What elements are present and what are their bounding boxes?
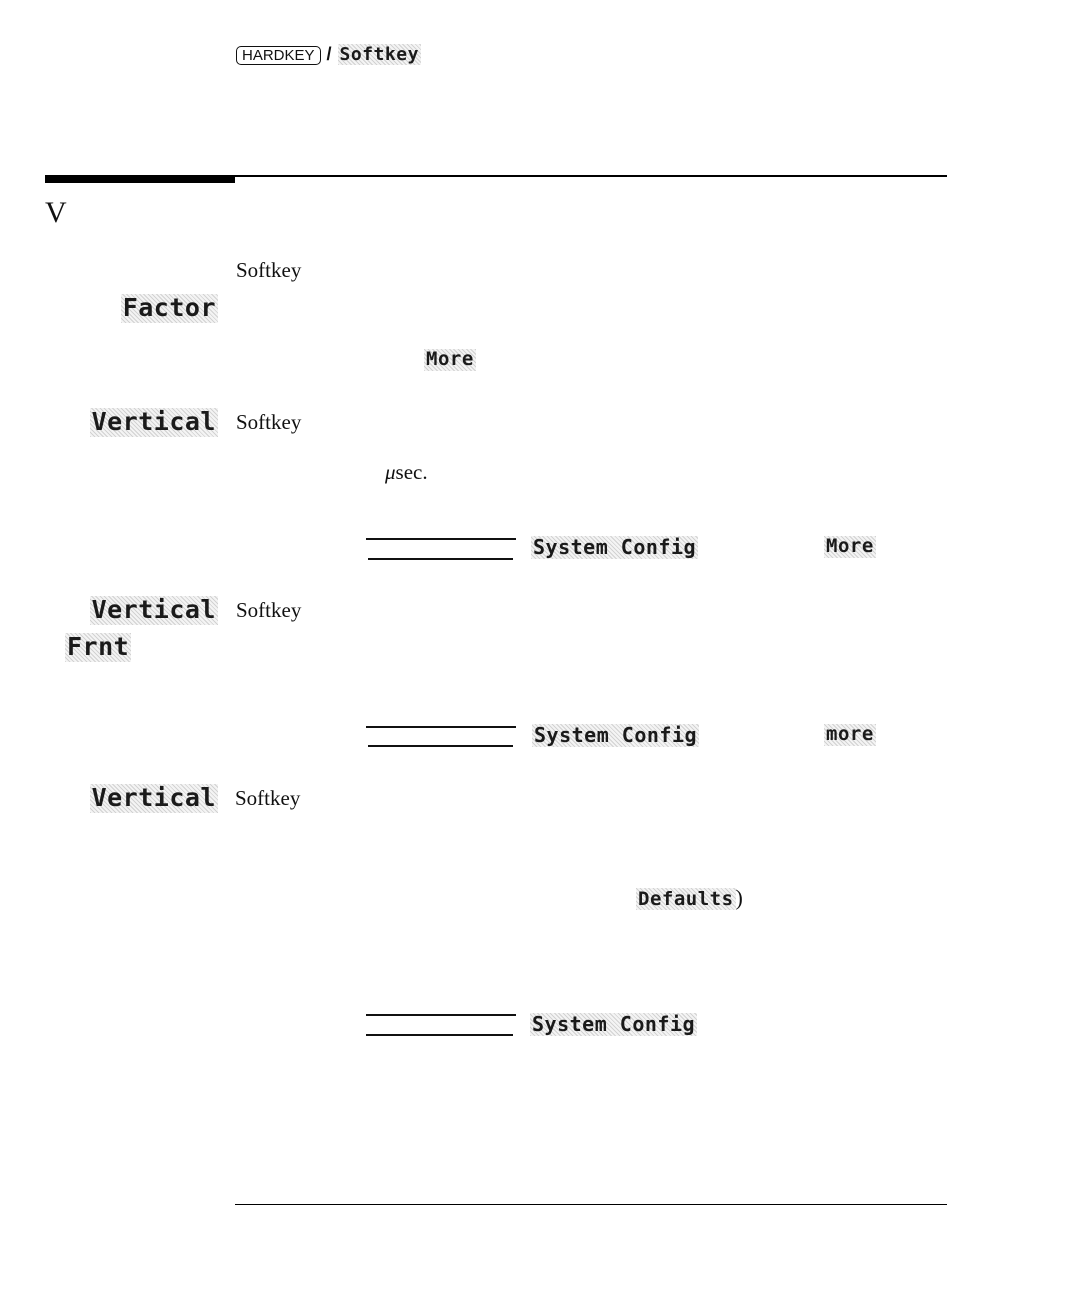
entry-type-label: Softkey — [235, 786, 301, 810]
hardkey-blank-upper — [366, 538, 516, 540]
entry-type-label: Softkey — [236, 258, 302, 282]
hardkey-blank-upper — [366, 1014, 516, 1016]
softkey-system-config: System Config — [533, 535, 697, 559]
softkey-vertical: Vertical — [91, 595, 216, 624]
softkey-more: More — [426, 348, 474, 370]
defaults-reference — [636, 885, 743, 911]
softkey-more: More — [826, 535, 874, 557]
key-legend — [236, 44, 421, 66]
hardkey-sample: HARDKEY — [236, 46, 321, 65]
legend-separator: / — [326, 44, 332, 64]
softkey-system-config: System Config — [534, 723, 698, 747]
unit-text: sec. — [395, 460, 428, 484]
softkey-factor: Factor — [122, 293, 216, 322]
softkey-frnt: Frnt — [67, 632, 130, 661]
section-rule — [45, 175, 947, 177]
unit-symbol: μ — [385, 460, 396, 484]
hardkey-blank-lower — [366, 1034, 513, 1036]
softkey-system-config: System Config — [532, 1012, 696, 1036]
softkey-vertical: Vertical — [91, 407, 216, 436]
softkey-more: more — [826, 723, 874, 745]
unit-usec — [385, 460, 428, 485]
hardkey-blank-lower — [368, 745, 513, 747]
footer-rule — [235, 1204, 947, 1205]
softkey-sample: Softkey — [339, 44, 419, 65]
softkey-defaults: Defaults — [638, 888, 734, 910]
entry-type-label: Softkey — [236, 410, 302, 434]
closing-paren: ) — [735, 885, 743, 910]
softkey-vertical: Vertical — [91, 783, 216, 812]
hardkey-blank-lower — [368, 558, 513, 560]
section-tab-rule — [45, 176, 235, 183]
hardkey-blank-upper — [366, 726, 516, 728]
section-letter: V — [45, 196, 67, 229]
entry-type-label: Softkey — [236, 598, 302, 622]
